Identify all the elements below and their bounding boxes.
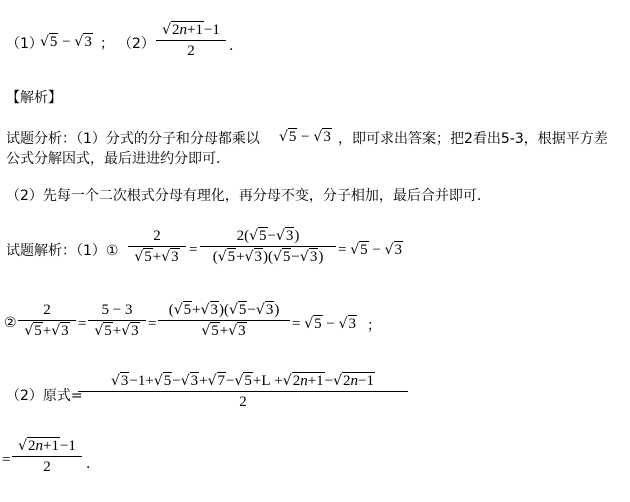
answer-1-label: （1） bbox=[6, 36, 43, 52]
sol1-frac-a: 2 √5+√3 bbox=[128, 228, 186, 265]
solution-2-label: （2）原式= bbox=[6, 388, 83, 404]
equals: = bbox=[189, 242, 198, 258]
final-equals: = bbox=[2, 452, 11, 468]
sol2-frac-a: 2 √5+√3 bbox=[18, 302, 76, 339]
answer-2-fraction: √2n+1−1 2 bbox=[156, 22, 226, 59]
analysis-line-2: 公式分解因式，最后进进约分即可． bbox=[6, 151, 230, 167]
sol2-frac-b: 5 − 3 √5+√3 bbox=[88, 302, 146, 339]
analysis-line-1: 试题分析：（1）分式的分子和分母都乘以 bbox=[6, 131, 260, 147]
answer-sep: ； bbox=[100, 36, 114, 52]
solution-circle-2: ② bbox=[4, 315, 17, 331]
analysis-expr: √5 − √3 bbox=[279, 129, 331, 145]
sol2-semicolon: ； bbox=[367, 318, 381, 334]
sol3-frac: √3−1+√5−√3+√7−√5+L +√2n+1−√2n−1 2 bbox=[78, 373, 408, 410]
solution-label: 试题解析：（1）① bbox=[6, 243, 119, 259]
analysis-line-1-tail: ，即可求出答案；把2看出5-3，根据平方差 bbox=[338, 131, 608, 147]
answer-2-period: ． bbox=[229, 38, 243, 54]
equals: = bbox=[148, 316, 157, 332]
answer-1-expr: √5 − √3 bbox=[40, 34, 92, 50]
sol2-frac-c: (√5+√3)(√5−√3) √5+√3 bbox=[158, 302, 290, 339]
analysis-line-3: （2）先每一个二次根式分母有理化，再分母不变，分子相加，最后合并即可． bbox=[6, 188, 491, 204]
final-fraction: √2n+1−1 2 bbox=[12, 438, 82, 475]
answer-2-label: （2） bbox=[118, 36, 155, 52]
equals: = bbox=[78, 316, 87, 332]
final-period: ． bbox=[86, 456, 100, 472]
sol2-result: = √5 − √3 bbox=[292, 316, 357, 332]
analysis-heading: 【解析】 bbox=[6, 90, 62, 106]
sol1-frac-b: 2(√5−√3) (√5+√3)(√5−√3) bbox=[200, 228, 336, 265]
sol1-result: = √5 − √3 bbox=[338, 242, 403, 258]
